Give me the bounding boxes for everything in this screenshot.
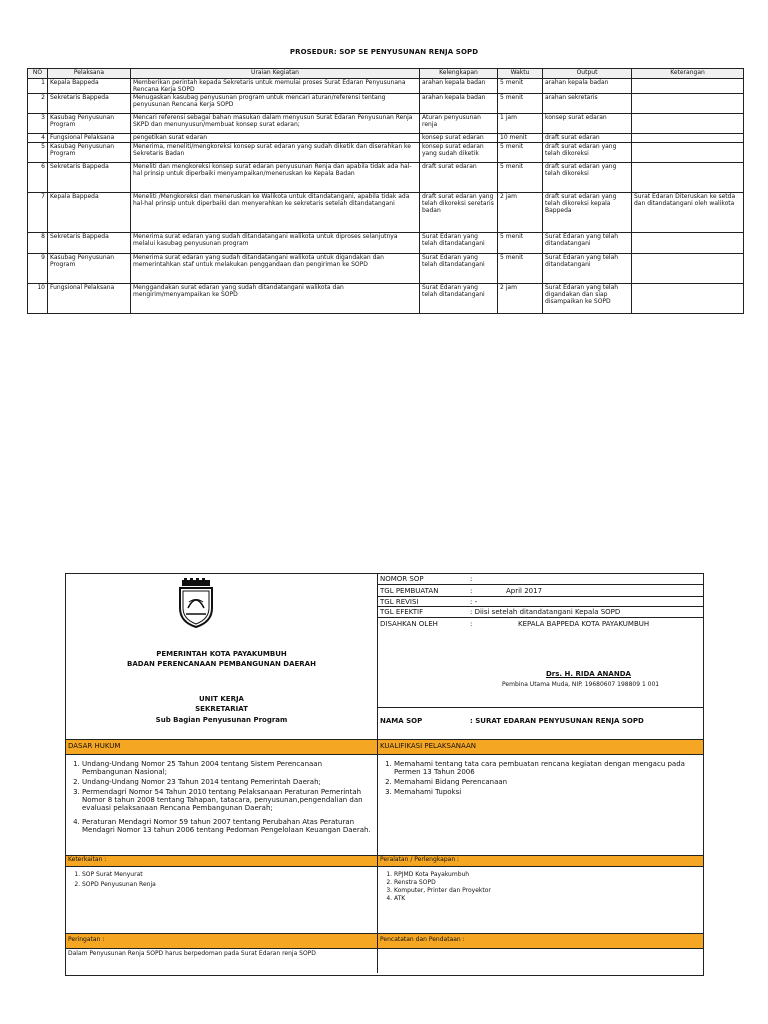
- nama-sop-label: NAMA SOP: [380, 717, 423, 725]
- table-row: [28, 284, 744, 314]
- cell-kelengkapan: Surat Edaran yang telah ditandatangani: [420, 254, 498, 284]
- nomor-sop-value: :: [470, 575, 473, 583]
- cell-uraian: Memberikan perintah kepada Sekretaris untuk memulai proses Surat Edaran Penyusunana Rencana Kerja SOPD: [131, 79, 420, 94]
- cell-no: 3: [28, 114, 48, 134]
- cell-output: Surat Edaran yang telah ditandatangani: [543, 233, 632, 254]
- cell-waktu: 2 jam: [498, 284, 543, 314]
- tgl-revisi-label: TGL REVISI: [380, 598, 419, 606]
- col-header-waktu: Waktu: [498, 69, 543, 79]
- cell-waktu: 5 menit: [498, 79, 543, 94]
- cell-uraian: pengetikan surat edaran: [131, 134, 420, 143]
- signer-name: Drs. H. RIDA ANANDA: [546, 670, 631, 678]
- col-header-keterangan: Keterangan: [632, 69, 744, 79]
- col-header-pelaksana: Pelaksana: [48, 69, 131, 79]
- sub-unit: Sub Bagian Penyusunan Program: [155, 716, 288, 724]
- cell-output: draft surat edaran yang telah dikoreksi: [543, 163, 632, 193]
- cell-pelaksana: Sekretaris Bappeda: [48, 94, 131, 114]
- table-header-row: [28, 69, 744, 79]
- org-agency: BADAN PERENCANAAN PEMBANGUNAN DAERAH: [127, 660, 316, 668]
- cell-pelaksana: Sekretaris Bappeda: [48, 163, 131, 193]
- cell-kelengkapan: draft surat edaran yang telah dikoreksi seretaris badan: [420, 193, 498, 233]
- cell-output: Surat Edaran yang telah digandakan dan siap disampaikan ke SOPD: [543, 284, 632, 314]
- keterkaitan-header: Keterkaitan :: [66, 856, 377, 866]
- cell-kelengkapan: konsep surat edaran: [420, 134, 498, 143]
- cell-waktu: 5 menit: [498, 143, 543, 163]
- cell-pelaksana: Fungsional Pelaksana: [48, 134, 131, 143]
- col-header-output: Output: [543, 69, 632, 79]
- cell-no: 8: [28, 233, 48, 254]
- disahkan-colon: :: [470, 620, 473, 628]
- cell-keterangan: [632, 233, 744, 254]
- cell-waktu: 5 menit: [498, 254, 543, 284]
- col-header-uraian: Uraian Kegiatan: [131, 69, 420, 79]
- cell-pelaksana: Kepala Bappeda: [48, 193, 131, 233]
- table-row: [28, 233, 744, 254]
- col-header-kelengkapan: Kelengkapan: [420, 69, 498, 79]
- list-item: 2. Undang-Undang Nomor 23 Tahun 2014 tentang Pemerintah Daerah;: [82, 778, 374, 786]
- tgl-pembuatan-label: TGL PEMBUATAN: [380, 587, 439, 595]
- list-item: 2. SOPD Penyusunan Renja: [82, 881, 374, 889]
- cell-output: draft surat edaran yang telah dikoreksi kepala Bappeda: [543, 193, 632, 233]
- cell-keterangan: [632, 254, 744, 284]
- cell-kelengkapan: arahan kepala badan: [420, 94, 498, 114]
- cell-keterangan: Surat Edaran Diteruskan ke setda dan ditandatangani oleh walikota: [632, 193, 744, 233]
- cell-output: konsep surat edaran: [543, 114, 632, 134]
- table-row: [28, 163, 744, 193]
- cell-output: arahan sekretaris: [543, 94, 632, 114]
- procedure-title: PROSEDUR: SOP SE PENYUSUNAN RENJA SOPD: [289, 48, 479, 56]
- list-item: 4. Peraturan Mendagri Nomor 59 tahun 2007 tentang Perubahan Atas Peraturan Mendagri Nomor 13 tahun 2006 tentang Pedoman Pengelolaan Keuangan Daerah.: [82, 818, 374, 834]
- cell-kelengkapan: Surat Edaran yang telah ditandatangani: [420, 233, 498, 254]
- cell-keterangan: [632, 79, 744, 94]
- cell-no: 4: [28, 134, 48, 143]
- list-item: 4. ATK: [394, 895, 700, 903]
- cell-no: 6: [28, 163, 48, 193]
- cell-uraian: Menerima surat edaran yang sudah ditandatangani walikota untuk digandakan dan memerintahkan staf untuk melakukan penggandaan dan pengiriman ke SOPD: [131, 254, 420, 284]
- cell-waktu: 5 menit: [498, 233, 543, 254]
- tgl-efektif-value: : Diisi setelah ditandatangani Kepala SOPD: [470, 608, 621, 616]
- cell-waktu: 1 jam: [498, 114, 543, 134]
- list-item: 3. Memahami Tupoksi: [394, 788, 700, 796]
- cell-pelaksana: Kasubag Penyusunan Program: [48, 143, 131, 163]
- table-row: [28, 193, 744, 233]
- list-item: 2. Renstra SOPD: [394, 879, 700, 887]
- tgl-pembuatan-colon: :: [470, 587, 473, 595]
- cell-uraian: Menerima surat edaran yang sudah ditandatangani walikota untuk diproses selanjutnya melalui kasubag penyusunan program: [131, 233, 420, 254]
- list-item: 1. RPJMD Kota Payakumbuh: [394, 871, 700, 879]
- tgl-efektif-label: TGL EFEKTIF: [380, 608, 424, 616]
- cell-keterangan: [632, 163, 744, 193]
- nomor-sop-label: NOMOR SOP: [380, 575, 424, 583]
- pencatatan-header: Pencatatan dan Pendataan :: [378, 934, 703, 948]
- cell-output: arahan kepala badan: [543, 79, 632, 94]
- list-item: 1. SOP Surat Menyurat: [82, 871, 374, 879]
- cell-keterangan: [632, 284, 744, 314]
- list-item: 3. Permendagri Nomor 54 Tahun 2010 tentang Pelaksanaan Peraturan Pemerintah Nomor 8 tahun 2008 tentang Tahapan, tatacara, penyusunan,pengendalian dan evaluasi pelaksanaan Rencana Pembangunan Daerah;: [82, 788, 374, 812]
- signer-detail: Pembina Utama Muda, NIP. 19680607 198809 1 001: [502, 681, 660, 688]
- cell-kelengkapan: konsep surat edaran yang sudah diketik: [420, 143, 498, 163]
- cell-waktu: 10 menit: [498, 134, 543, 143]
- peralatan-list: [380, 871, 700, 903]
- table-row: [28, 94, 744, 114]
- cell-keterangan: [632, 134, 744, 143]
- sop-form: [65, 573, 704, 976]
- cell-pelaksana: Fungsional Pelaksana: [48, 284, 131, 314]
- cell-no: 1: [28, 79, 48, 94]
- cell-no: 9: [28, 254, 48, 284]
- org-name: PEMERINTAH KOTA PAYAKUMBUH: [156, 650, 287, 658]
- cell-kelengkapan: arahan kepala badan: [420, 79, 498, 94]
- cell-no: 2: [28, 94, 48, 114]
- cell-pelaksana: Kepala Bappeda: [48, 79, 131, 94]
- table-row: [28, 114, 744, 134]
- unit-name: SEKRETARIAT: [195, 705, 248, 713]
- peringatan-text: Dalam Penyusunan Renja SOPD harus berpedoman pada Surat Edaran renja SOPD: [68, 950, 316, 957]
- kualifikasi-header: KUALIFIKASI PELAKSANAAN: [378, 740, 703, 754]
- cell-kelengkapan: Surat Edaran yang telah ditandatangani: [420, 284, 498, 314]
- cell-no: 5: [28, 143, 48, 163]
- unit-label: UNIT KERJA: [199, 695, 244, 703]
- tgl-revisi-value: : -: [470, 598, 478, 606]
- table-row: [28, 254, 744, 284]
- cell-output: draft surat edaran: [543, 134, 632, 143]
- cell-waktu: 5 menit: [498, 163, 543, 193]
- disahkan-value: KEPALA BAPPEDA KOTA PAYAKUMBUH: [518, 620, 650, 628]
- cell-waktu: 5 menit: [498, 94, 543, 114]
- list-item: 3. Komputer, Printer dan Proyektor: [394, 887, 700, 895]
- nama-sop-value: : SURAT EDARAN PENYUSUNAN RENJA SOPD: [470, 717, 644, 725]
- cell-uraian: Menggandakan surat edaran yang sudah ditandatangani walikota dan mengirim/menyampaikan ke SOPD: [131, 284, 420, 314]
- city-emblem-icon: [176, 578, 216, 628]
- cell-no: 7: [28, 193, 48, 233]
- list-item: 2. Memahami Bidang Perencanaan: [394, 778, 700, 786]
- table-row: [28, 134, 744, 143]
- cell-uraian: Menugaskan kasubag penyusunan program untuk mencari aturan/referensi tentang penyusunan Rencana Kerja SOPD: [131, 94, 420, 114]
- cell-keterangan: [632, 114, 744, 134]
- peringatan-header: Peringatan :: [66, 934, 377, 948]
- cell-uraian: Menerima, meneliti/mengkoreksi konsep surat edaran yang sudah diketik dan diserahkan ke Sekretaris Badan: [131, 143, 420, 163]
- cell-kelengkapan: Aturan penyusunan renja: [420, 114, 498, 134]
- kualifikasi-list: [380, 760, 700, 798]
- cell-pelaksana: Sekretaris Bappeda: [48, 233, 131, 254]
- cell-uraian: Mencari referensi sebagai bahan masukan dalam menyusun Surat Edaran Penyusunan Renja SKPD dan menunyusun/membuat konsep surat edaran;: [131, 114, 420, 134]
- cell-uraian: Meneliti /Mengkoreksi dan meneruskan ke Walikota untuk ditandatangani, apabila tidak ada hal-hal prinsip untuk diperbaiki dan menyerahkan ke sekretaris setelah ditandatangani: [131, 193, 420, 233]
- cell-output: draft surat edaran yang telah dikoreksi: [543, 143, 632, 163]
- cell-uraian: Meneliti dan mengkoreksi konsep surat edaran penyusunan Renja dan apabila tidak ada hal-hal prinsip untuk diperbaiki menyampaikan/meneruskan ke Kepala Badan: [131, 163, 420, 193]
- cell-waktu: 2 jam: [498, 193, 543, 233]
- table-row: [28, 79, 744, 94]
- disahkan-label: DISAHKAN OLEH: [380, 620, 438, 628]
- cell-output: Surat Edaran yang telah ditandatangani: [543, 254, 632, 284]
- keterkaitan-list: [68, 871, 374, 891]
- cell-no: 10: [28, 284, 48, 314]
- cell-pelaksana: Kasubag Penyusunan Program: [48, 114, 131, 134]
- cell-keterangan: [632, 94, 744, 114]
- peralatan-header: Peralatan / Perlengkapan :: [378, 856, 703, 866]
- list-item: 1. Undang-Undang Nomor 25 Tahun 2004 tentang Sistem Perencanaan Pembangunan Nasional;: [82, 760, 374, 776]
- procedure-table: [27, 68, 744, 314]
- cell-keterangan: [632, 143, 744, 163]
- col-header-no: NO: [28, 69, 48, 79]
- dasar-hukum-header: DASAR HUKUM: [66, 740, 377, 754]
- cell-pelaksana: Kasubag Penyusunan Program: [48, 254, 131, 284]
- table-row: [28, 143, 744, 163]
- tgl-pembuatan-value: April 2017: [506, 587, 543, 595]
- dasar-hukum-list: [68, 760, 374, 836]
- list-item: 1. Memahami tentang tata cara pembuatan rencana kegiatan dengan mengacu pada Permen 13 Tahun 2006: [394, 760, 700, 776]
- cell-kelengkapan: draft surat edaran: [420, 163, 498, 193]
